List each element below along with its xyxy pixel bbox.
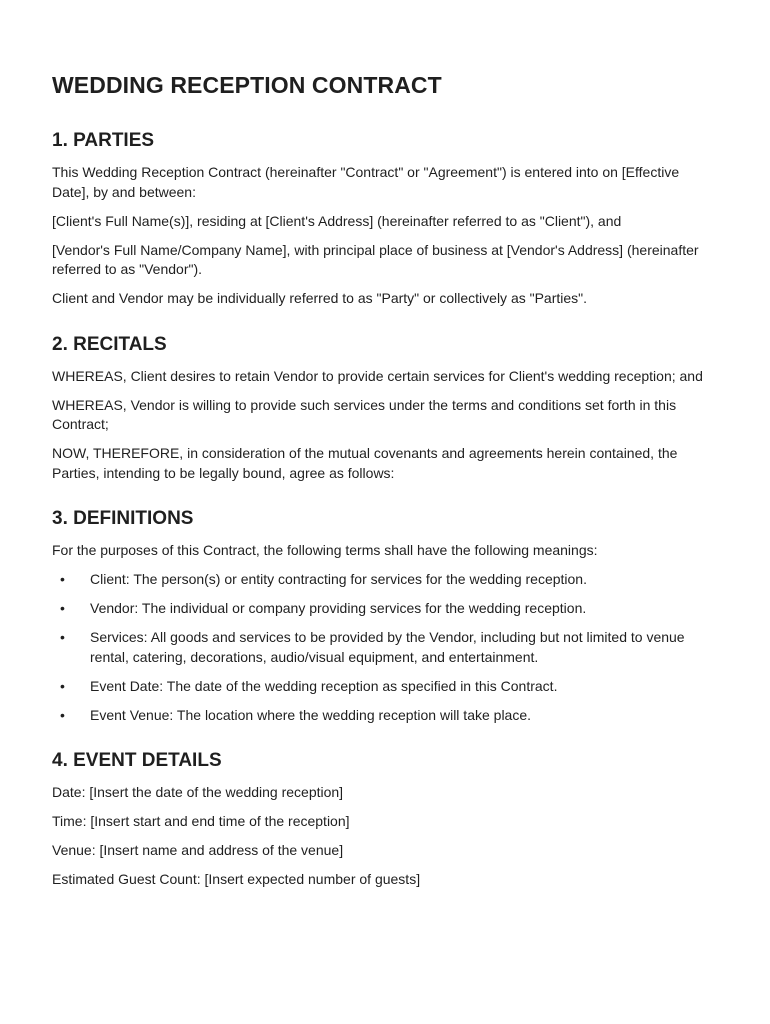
bullet-icon: •: [60, 677, 65, 694]
list-item-text: Services: All goods and services to be provided by the Vendor, including but not limited to venue rental, catering, decorations, audio/visual equipment, and entertainment.: [90, 629, 685, 665]
section-heading-recitals: 2. RECITALS: [52, 333, 167, 355]
list-item: [52, 570, 718, 590]
event-venue-line: Venue: [Insert name and address of the venue]: [52, 842, 344, 858]
list-item: [52, 628, 718, 667]
list-item-text: Event Date: The date of the wedding reception as specified in this Contract.: [90, 677, 558, 694]
event-date-line: Date: [Insert the date of the wedding reception]: [52, 784, 344, 800]
list-item: [52, 599, 718, 619]
section-event-details: [52, 749, 718, 890]
list-item-text: Vendor: The individual or company providing services for the wedding reception.: [90, 600, 587, 616]
definitions-intro: For the purposes of this Contract, the following terms shall have the following meanings:: [52, 542, 598, 558]
bullet-icon: •: [60, 629, 65, 645]
bullet-icon: •: [60, 706, 65, 723]
section-recitals: [52, 333, 718, 484]
list-item-text: Client: The person(s) or entity contracting for services for the wedding reception.: [90, 571, 587, 587]
section-parties: [52, 129, 718, 309]
section-definitions: [52, 507, 718, 725]
section-heading-definitions: 3. DEFINITIONS: [52, 508, 194, 529]
paragraph: WHEREAS, Vendor is willing to provide such services under the terms and conditions set forth in this Contract;: [52, 396, 677, 432]
event-time-line: Time: [Insert start and end time of the reception]: [52, 813, 350, 829]
bullet-icon: •: [60, 600, 65, 616]
paragraph: [Client's Full Name(s)], residing at [Client's Address] (hereinafter referred to as "Client"), and: [52, 212, 622, 229]
section-heading-event-details: 4. EVENT DETAILS: [52, 750, 222, 771]
document-title: WEDDING RECEPTION CONTRACT: [52, 72, 442, 98]
paragraph: NOW, THEREFORE, in consideration of the mutual covenants and agreements herein contained, the Parties, intending to be legally bound, agree as follows:: [52, 445, 678, 481]
definitions-list: [52, 570, 718, 725]
section-heading-parties: 1. PARTIES: [52, 130, 155, 151]
paragraph: Client and Vendor may be individually referred to as "Party" or collectively as "Parties".: [52, 290, 588, 306]
paragraph: WHEREAS, Client desires to retain Vendor to provide certain services for Client's wedding reception; and: [52, 367, 703, 384]
paragraph: This Wedding Reception Contract (hereinafter "Contract" or "Agreement") is entered into on [Effective Date], by and between:: [52, 164, 680, 200]
guest-count-line: Estimated Guest Count: [Insert expected number of guests]: [52, 871, 421, 887]
list-item-text: Event Venue: The location where the wedding reception will take place.: [90, 706, 532, 723]
bullet-icon: •: [60, 571, 65, 587]
list-item: [52, 706, 718, 726]
paragraph: [Vendor's Full Name/Company Name], with principal place of business at [Vendor's Address] (hereinafter referred to as "Vendor").: [52, 241, 699, 277]
list-item: [52, 677, 718, 697]
